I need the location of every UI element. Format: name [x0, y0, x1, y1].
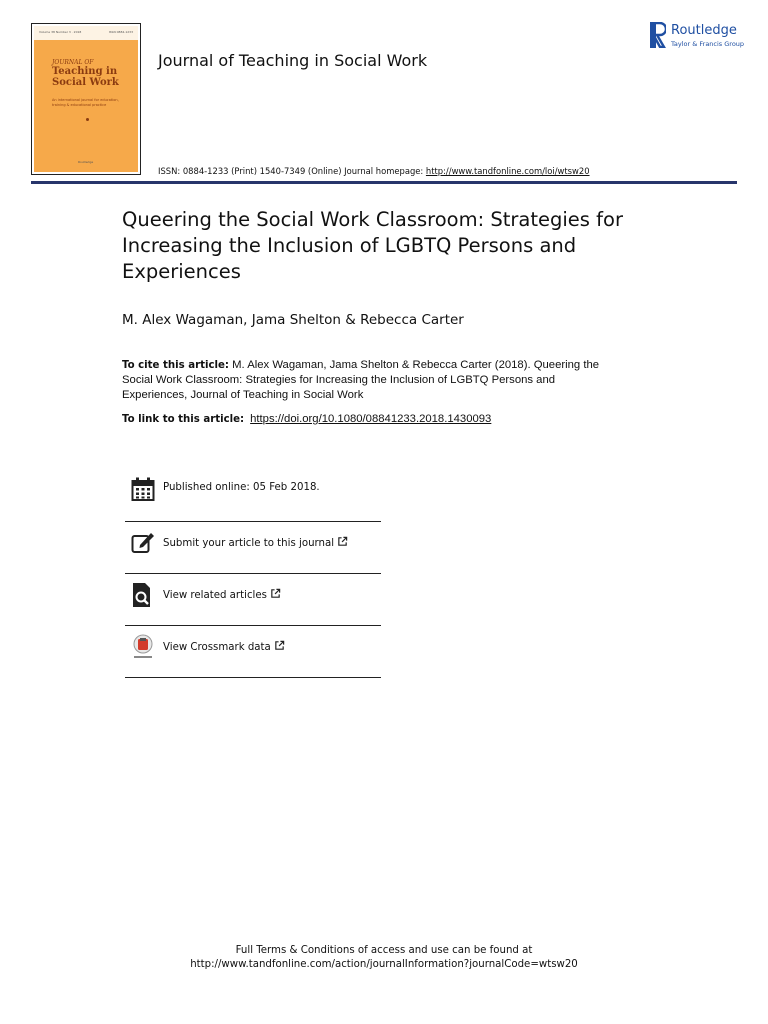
published-online-row — [125, 468, 381, 522]
cover-publisher: Routledge — [78, 160, 94, 164]
routledge-logo[interactable] — [650, 22, 745, 50]
routledge-r-icon — [650, 22, 666, 48]
cover-art — [34, 26, 138, 172]
doi-link[interactable]: https://doi.org/10.1080/08841233.2018.1430093 — [250, 413, 492, 425]
footer-terms-link[interactable]: http://www.tandfonline.com/action/journalInformation?journalCode=wtsw20 — [190, 959, 578, 970]
external-link-icon — [274, 640, 285, 651]
citation-text: M. Alex Wagaman, Jama Shelton & Rebecca Carter (2018). Queering the Social Work Classroom: Strategies for Increasing the Inclusion of LGBTQ Persons and Experiences, Journal of Teaching in Social Work — [122, 359, 600, 401]
header-rule — [31, 181, 737, 184]
submit-article-link[interactable] — [125, 522, 381, 574]
cover-title: Teaching in Social Work — [52, 66, 119, 88]
cover-dot — [86, 118, 89, 121]
edit-icon — [131, 530, 155, 556]
logo-name: Routledge — [671, 23, 737, 38]
external-link-icon — [337, 536, 348, 547]
citation-block — [122, 358, 622, 403]
journal-cover-thumbnail[interactable] — [31, 23, 141, 175]
submit-article-label[interactable]: Submit your article to this journal — [163, 536, 348, 549]
citation-label: To cite this article: — [122, 360, 229, 371]
link-label: To link to this article: — [122, 414, 245, 425]
journal-homepage-link[interactable]: http://www.tandfonline.com/loi/wtsw20 — [425, 166, 590, 176]
article-actions — [125, 468, 381, 678]
footer-terms — [0, 944, 768, 972]
journal-name: Journal of Teaching in Social Work — [158, 51, 428, 70]
cover-issn-text: ISSN 0884-1233 — [108, 30, 133, 34]
article-title: Queering the Social Work Classroom: Strategies for Increasing the Inclusion of LGBTQ Persons and Experiences — [122, 208, 623, 283]
cover-subtitle: An international journal for education, training & educational practice — [52, 98, 119, 107]
related-articles-label[interactable]: View related articles — [163, 588, 281, 601]
related-articles-link[interactable] — [125, 574, 381, 626]
footer-line-1: Full Terms & Conditions of access and use can be found at — [235, 945, 533, 956]
crossmark-label[interactable]: View Crossmark data — [163, 640, 285, 653]
cover-journal-small: JOURNAL OF — [52, 59, 94, 66]
published-online-text: Published online: 05 Feb 2018. — [163, 482, 320, 493]
article-authors: M. Alex Wagaman, Jama Shelton & Rebecca Carter — [122, 312, 464, 328]
cover-volume-text: Volume 38 Number 3 · 2018 — [39, 30, 82, 34]
link-row — [122, 413, 491, 425]
issn-line — [158, 166, 590, 176]
calendar-icon — [131, 476, 155, 502]
crossmark-icon — [131, 634, 155, 660]
document-search-icon — [131, 582, 155, 608]
issn-text: ISSN: 0884-1233 (Print) 1540-7349 (Online) Journal homepage: — [158, 166, 426, 176]
crossmark-link[interactable] — [125, 626, 381, 678]
external-link-icon — [270, 588, 281, 599]
logo-subtitle: Taylor & Francis Group — [671, 40, 745, 48]
